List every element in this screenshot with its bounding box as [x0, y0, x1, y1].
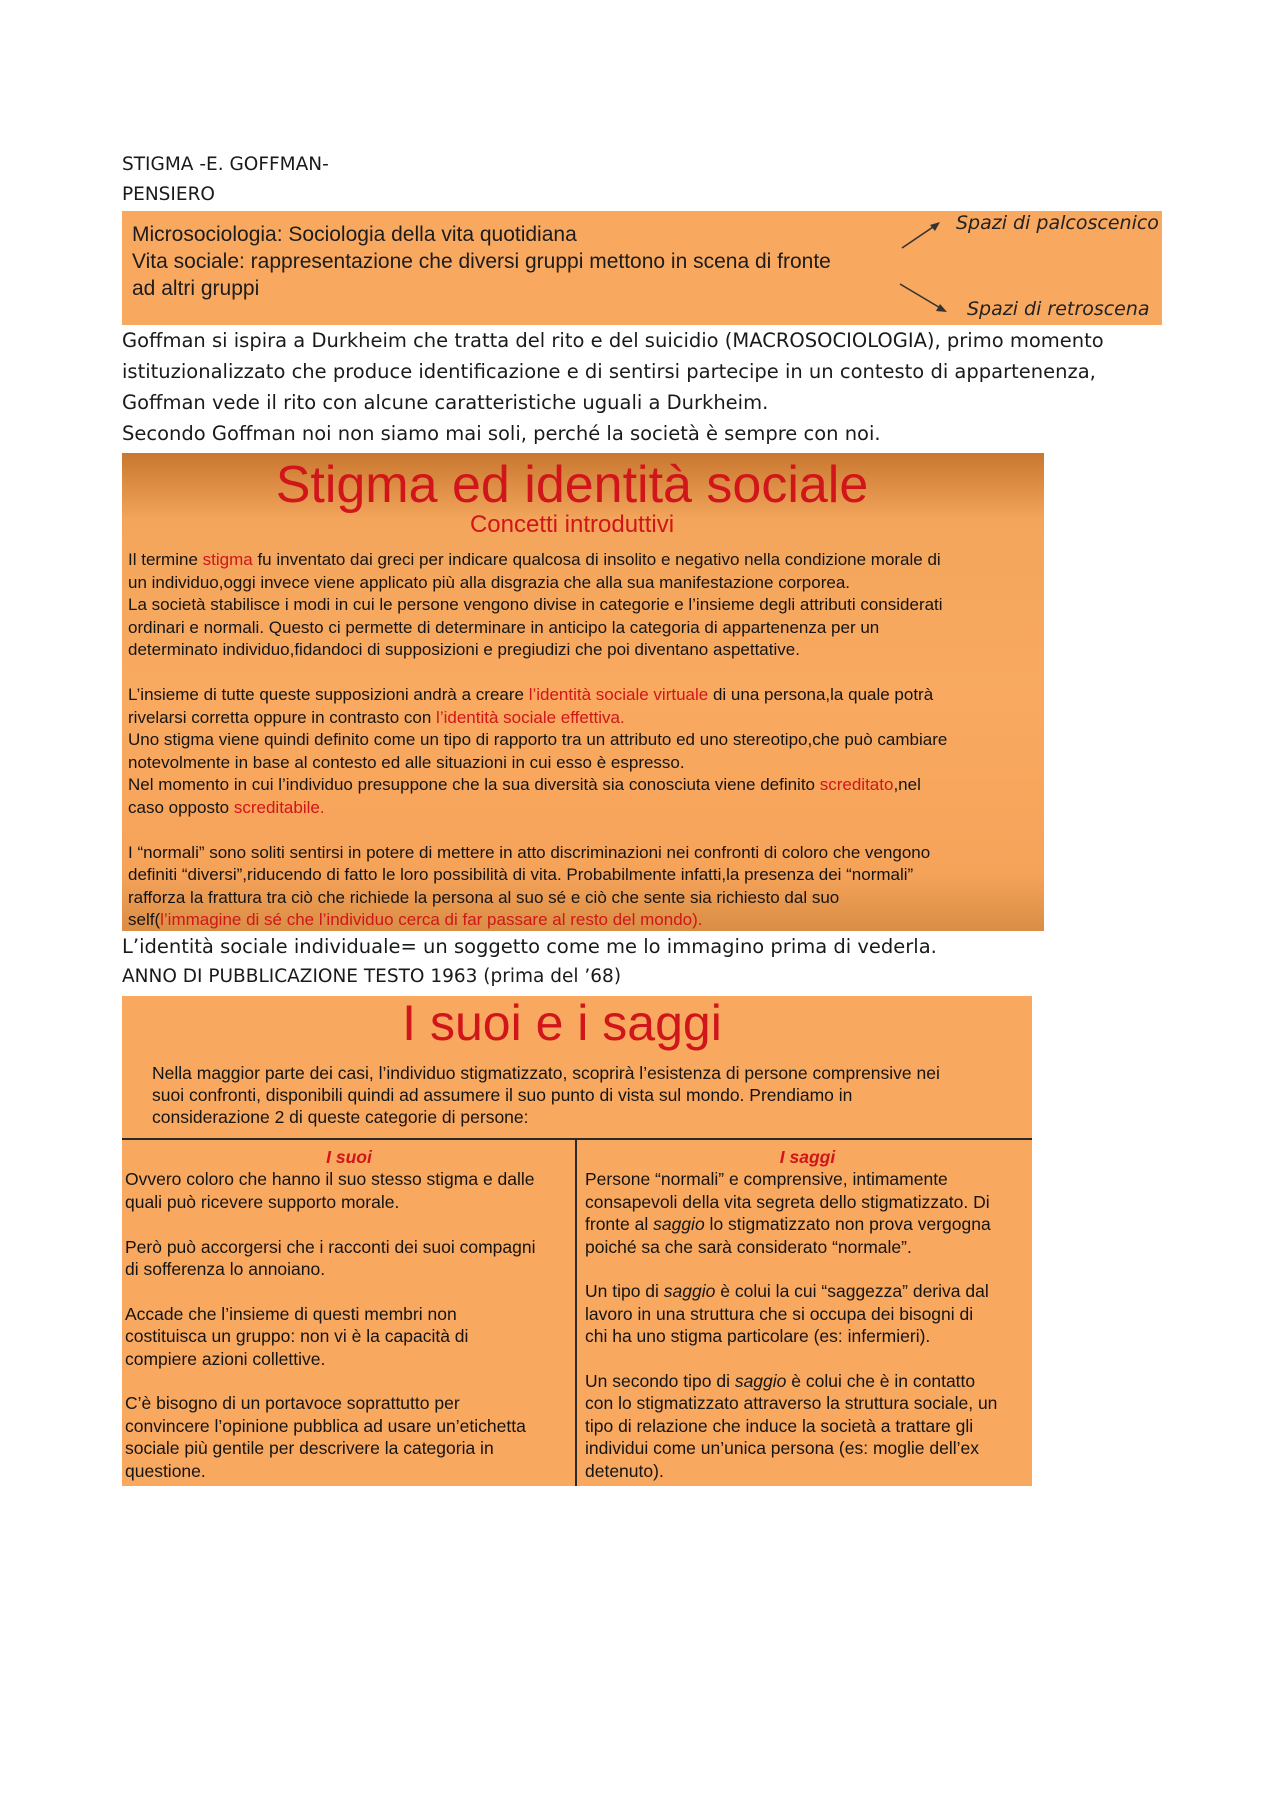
column-divider [575, 1139, 577, 1486]
column-suoi [125, 1146, 573, 1482]
paragraph-line: istituzionalizzato che produce identificazione e di sentirsi partecipe in un contesto di appartenenza, [122, 360, 1096, 383]
slide-line: notevolmente in base al contesto ed alle situazioni in cui esso è espresso. [128, 752, 685, 772]
column-line: consapevoli della vita segreta dello stigmatizzato. Di [585, 1191, 990, 1212]
column-heading: I saggi [779, 1147, 836, 1167]
arrow-down-icon [898, 281, 952, 315]
slide-title: Stigma ed identità sociale [275, 456, 869, 514]
column-line: convincere l’opinione pubblica ad usare un’etichetta [125, 1415, 526, 1436]
figure-line: Microsociologia: Sociologia della vita quotidiana [132, 223, 577, 246]
column-line: lavoro in una struttura che si occupa dei bisogni di [585, 1303, 974, 1324]
slide-line: Uno stigma viene quindi definito come un tipo di rapporto tra un attributo ed uno stereotipo,che può cambiare [128, 730, 948, 749]
slide-line: un individuo,oggi invece viene applicato più alla disgrazia che alla sua manifestazione corporea. [128, 572, 851, 592]
column-line: individui come un’unica persona (es: moglie dell’ex [585, 1438, 979, 1459]
arrow-up-icon [900, 217, 944, 251]
intro-line: considerazione 2 di queste categorie di persone: [152, 1107, 529, 1127]
column-line: Persone “normali” e comprensive, intimamente [585, 1169, 948, 1190]
column-line: Accade che l’insieme di questi membri non [125, 1303, 457, 1324]
column-line: compiere azioni collettive. [125, 1348, 326, 1369]
slide-intro [152, 1062, 940, 1128]
column-heading: I suoi [326, 1147, 372, 1167]
microsociology-figure [122, 211, 1162, 325]
table-divider [122, 1138, 1032, 1140]
slide-line: Il termine stigma fu inventato dai greci per indicare qualcosa di insolito e negativo nella condizione morale di [128, 550, 941, 569]
column-line: Un tipo di saggio è colui la cui “saggezza” deriva dal [585, 1281, 989, 1302]
slide-subtitle: Concetti introduttivi [469, 511, 675, 538]
paragraph-line: L’identità sociale individuale= un soggetto come me lo immagino prima di vederla. [122, 935, 937, 958]
slide-line: definiti “diversi”,riducendo di fatto le loro possibilità di vita. Probabilmente infatti,la presenza dei “normali” [128, 865, 914, 884]
label-palcoscenico: Spazi di palcoscenico [956, 212, 1159, 234]
column-line: C’è bisogno di un portavoce soprattutto per [125, 1393, 460, 1414]
column-line: chi ha uno stigma particolare (es: infermieri). [585, 1326, 931, 1347]
column-line: Però può accorgersi che i racconti dei suoi compagni [125, 1236, 536, 1257]
figure-line: ad altri gruppi [132, 277, 260, 300]
column-line: fronte al saggio lo stigmatizzato non prova vergogna [585, 1214, 991, 1235]
slide-line: Nel momento in cui l’individuo presuppone che la sua diversità sia conosciuta viene definito screditato,nel [128, 775, 921, 794]
column-line: Ovvero coloro che hanno il suo stesso stigma e dalle [125, 1169, 535, 1190]
column-line: di sofferenza lo annoiano. [125, 1259, 326, 1280]
column-line: questione. [125, 1460, 206, 1481]
column-line: tipo di relazione che induce la società a trattare gli [585, 1415, 974, 1436]
document-page [122, 150, 1162, 1486]
stigma-identity-slide [122, 453, 1044, 931]
column-line: costituisca un gruppo: non vi è la capacità di [125, 1326, 469, 1347]
slide-line: ordinari e normali. Questo ci permette di determinare in anticipo la categoria di appartenenza per un [128, 617, 880, 637]
paragraph-line: Secondo Goffman noi non siamo mai soli, perché la società è sempre con noi. [122, 422, 881, 445]
column-line: Un secondo tipo di saggio è colui che è in contatto [585, 1371, 976, 1392]
paragraph-line: ANNO DI PUBBLICAZIONE TESTO 1963 (prima del ’68) [122, 966, 622, 987]
intro-line: Nella maggior parte dei casi, l’individuo stigmatizzato, scoprirà l’esistenza di persone comprensive nei [152, 1063, 940, 1083]
column-line: sociale più gentile per descrivere la categoria in [125, 1438, 494, 1459]
doc-subtitle: PENSIERO [122, 184, 215, 205]
paragraph-line: Goffman si ispira a Durkheim che tratta del rito e del suicidio (MACROSOCIOLOGIA), primo momento [122, 329, 1104, 352]
suoi-saggi-slide [122, 996, 1032, 1486]
column-line: con lo stigmatizzato attraverso la struttura sociale, un [585, 1393, 998, 1414]
intro-line: suoi confronti, disponibili quindi ad assumere il suo punto di vista sul mondo. Prendiamo in [152, 1085, 853, 1105]
slide-line: La società stabilisce i modi in cui le persone vengono divise in categorie e l’insieme degli attributi considerati [128, 595, 943, 614]
doc-title: STIGMA -E. GOFFMAN- [122, 154, 329, 175]
column-line: quali può ricevere supporto morale. [125, 1191, 400, 1212]
slide-line: L’insieme di tutte queste supposizioni andrà a creare l’identità sociale virtuale di una persona,la quale potrà [128, 685, 934, 704]
slide-title: I suoi e i saggi [402, 995, 722, 1051]
column-saggi [585, 1146, 1030, 1482]
slide-line: rafforza la frattura tra ciò che richiede la persona al suo sé e ciò che sente sia richiesto dal suo [128, 887, 840, 907]
column-line: detenuto). [585, 1460, 664, 1481]
label-retroscena: Spazi di retroscena [967, 298, 1150, 320]
paragraph-line: Goffman vede il rito con alcune caratteristiche uguali a Durkheim. [122, 391, 769, 414]
column-line: poiché sa che sarà considerato “normale”. [585, 1236, 912, 1257]
slide-line: caso opposto screditabile. [128, 797, 325, 817]
slide-line: determinato individuo,fidandoci di supposizioni e pregiudizi che poi diventano aspettative. [128, 640, 800, 659]
slide-line: rivelarsi corretta oppure in contrasto con l’identità sociale effettiva. [128, 707, 625, 727]
slide-line: I “normali” sono soliti sentirsi in potere di mettere in atto discriminazioni nei confronti di coloro che vengono [128, 842, 931, 862]
slide-line: self(l’immagine di sé che l’individuo cerca di far passare al resto del mondo). [128, 910, 703, 929]
microsociology-text [132, 221, 831, 302]
slide-body [128, 549, 1044, 932]
figure-line: Vita sociale: rappresentazione che diversi gruppi mettono in scena di fronte [132, 250, 831, 273]
